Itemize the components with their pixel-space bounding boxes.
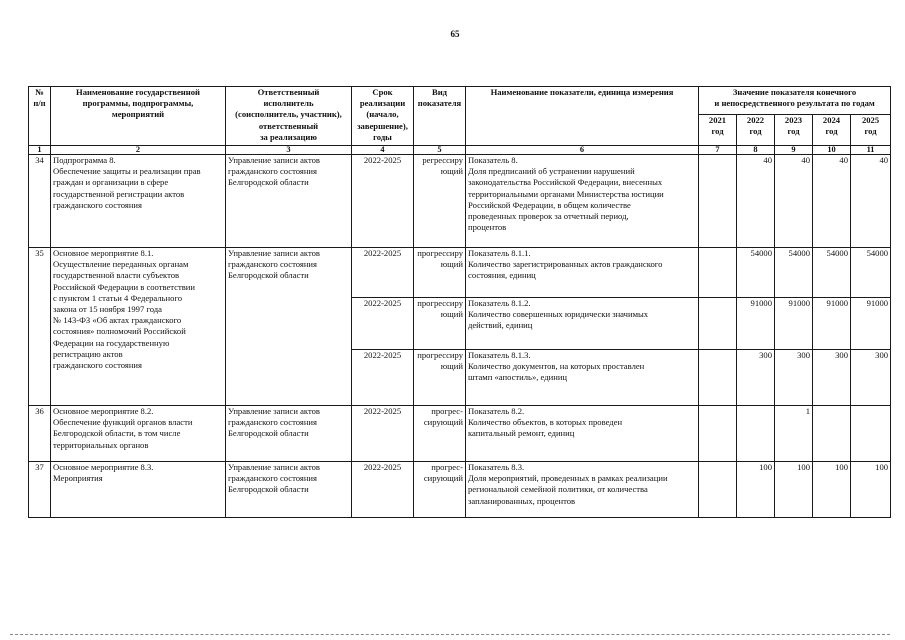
value-cell: 100 (851, 462, 891, 518)
row-period: 2022-2025 (352, 155, 414, 248)
text-line: сирующий (423, 473, 463, 484)
text-line: территориальных органов (53, 439, 149, 450)
year-word: год (749, 126, 762, 137)
text-line: Российской Федерации в соответствии (53, 281, 195, 292)
row-indicator (466, 298, 699, 350)
row-indicator-type (414, 406, 466, 462)
row-program-name (51, 462, 226, 518)
header-values (699, 87, 891, 115)
header-executor (226, 87, 352, 146)
value-cell: 40 (737, 155, 775, 248)
value-cell (699, 462, 737, 518)
text-line: Белгородской области, в том числе (53, 428, 181, 439)
text-line: Показатель 8.1.3. (468, 350, 531, 360)
table-row (29, 462, 891, 518)
text-line: Показатель 8. (468, 155, 518, 165)
value-cell: 40 (775, 155, 813, 248)
text-line: Вид (431, 87, 448, 97)
value-cell: 40 (813, 155, 851, 248)
text-line: гражданского состояния (228, 417, 317, 428)
value-cell (699, 406, 737, 462)
header-indicator-name (466, 87, 699, 146)
column-number: 4 (352, 146, 414, 155)
row-number: 35 (29, 248, 51, 406)
row-executor (226, 462, 352, 518)
year-label: 2025 (861, 115, 880, 125)
column-number: 11 (851, 146, 891, 155)
row-indicator (466, 462, 699, 518)
text-line: Количество объектов, в которых проведен (468, 417, 623, 428)
text-line: Основное мероприятие 8.1. (53, 248, 154, 258)
text-line: сирующий (423, 417, 463, 428)
value-cell: 100 (775, 462, 813, 518)
row-indicator-type (414, 462, 466, 518)
text-line: Доля предписаний об устранении нарушений (468, 166, 635, 177)
text-line: годы (373, 131, 392, 142)
row-indicator-type (414, 350, 466, 406)
value-cell (851, 406, 891, 462)
header-num (29, 87, 51, 146)
text-line: Ответственный (257, 87, 320, 97)
page-bottom-edge (10, 634, 890, 636)
year-word: год (787, 126, 800, 137)
text-line: прогрес- (431, 406, 463, 416)
row-executor (226, 406, 352, 462)
row-indicator (466, 350, 699, 406)
row-period: 2022-2025 (352, 462, 414, 518)
table-row (29, 406, 891, 462)
text-line: состояния, единиц (468, 270, 536, 281)
value-cell (699, 155, 737, 248)
table-row (29, 248, 891, 298)
text-line: регистрацию актов (53, 348, 123, 359)
text-line: (соисполнитель, участник), (235, 109, 342, 120)
text-line: Российской Федерации, в общем количестве (468, 199, 631, 210)
text-line: региональной семейной политики, от количества (468, 484, 648, 495)
text-line: ответственный (258, 120, 319, 131)
header-year (851, 115, 891, 146)
value-cell (699, 350, 737, 406)
text-line: закона от 15 ноября 1997 года (53, 304, 162, 315)
text-line: Белгородской области (228, 484, 309, 495)
value-cell (813, 406, 851, 462)
text-line: граждан и организации в сфере (53, 177, 169, 188)
row-number: 34 (29, 155, 51, 248)
column-numbers-row (29, 146, 891, 155)
text-line: Управление записи актов (228, 406, 320, 416)
table-row (29, 155, 891, 248)
year-label: 2021 (708, 115, 727, 125)
text-line: Федерации на государственную (53, 337, 170, 348)
text-line: капитальный ремонт, единиц (468, 428, 575, 439)
year-word: год (864, 126, 877, 137)
year-label: 2023 (784, 115, 803, 125)
text-line: Белгородской области (228, 177, 309, 188)
text-line: завершение), (357, 120, 408, 131)
text-line: Обеспечение защиты и реализации прав (53, 166, 201, 177)
row-executor (226, 248, 352, 406)
text-line: гражданского состояния (228, 473, 317, 484)
text-line: ющий (440, 309, 463, 320)
row-program-name (51, 248, 226, 406)
text-line: Управление записи актов (228, 155, 320, 165)
text-line: № 143-ФЗ «Об актах гражданского (53, 315, 182, 326)
text-line: ющий (440, 361, 463, 372)
value-cell (699, 248, 737, 298)
column-number: 1 (29, 146, 51, 155)
text-line: прогрессиру (417, 298, 463, 308)
text-line: Доля мероприятий, проведенных в рамках реализации (468, 473, 668, 484)
row-period: 2022-2025 (352, 248, 414, 298)
row-number: 36 (29, 406, 51, 462)
value-cell: 54000 (775, 248, 813, 298)
column-number: 6 (466, 146, 699, 155)
text-line: состояния» полномочий Российской (53, 326, 186, 337)
text-line: гражданского состояния (53, 199, 142, 210)
text-line: и непосредственного результата по годам (714, 98, 875, 109)
row-indicator (466, 155, 699, 248)
text-line: Осуществление переданных органам (53, 259, 189, 270)
text-line: проведенных проверок за отчетный период, (468, 211, 629, 222)
text-line: Наименование показатели, единица измерения (490, 87, 674, 97)
value-cell: 54000 (737, 248, 775, 298)
header-indicator-type (414, 87, 466, 146)
value-cell (699, 298, 737, 350)
text-line: государственной власти субъектов (53, 270, 180, 281)
value-cell: 300 (737, 350, 775, 406)
row-indicator-type (414, 298, 466, 350)
row-indicator (466, 248, 699, 298)
text-line: прогрессиру (417, 350, 463, 360)
text-line: программы, подпрограммы, (82, 98, 194, 109)
text-line: гражданского состояния (228, 166, 317, 177)
text-line: с пунктом 1 статьи 4 Федерального (53, 292, 183, 303)
value-cell: 300 (813, 350, 851, 406)
value-cell: 100 (813, 462, 851, 518)
text-line: реализации (359, 98, 406, 109)
text-line: Наименование государственной (76, 87, 200, 97)
text-line: Мероприятия (53, 473, 103, 484)
text-line: регрессиру (422, 155, 463, 165)
column-number: 5 (414, 146, 466, 155)
value-cell: 91000 (775, 298, 813, 350)
text-line: Значение показателя конечного (732, 87, 857, 97)
header-row (29, 87, 891, 115)
text-line: Показатель 8.1.1. (468, 248, 531, 258)
text-line: запланированных, процентов (468, 495, 576, 506)
header-year (737, 115, 775, 146)
text-line: Количество зарегистрированных актов гражданского (468, 259, 663, 270)
year-word: год (711, 126, 724, 137)
header-year (775, 115, 813, 146)
value-cell: 100 (737, 462, 775, 518)
row-indicator (466, 406, 699, 462)
value-cell: 1 (775, 406, 813, 462)
value-cell: 300 (851, 350, 891, 406)
value-cell: 300 (775, 350, 813, 406)
row-executor (226, 155, 352, 248)
text-line: № (35, 87, 44, 97)
text-line: п/п (33, 98, 46, 109)
row-indicator-type (414, 248, 466, 298)
column-number: 2 (51, 146, 226, 155)
text-line: Управление записи актов (228, 248, 320, 258)
value-cell: 54000 (813, 248, 851, 298)
year-word: год (825, 126, 838, 137)
value-cell: 54000 (851, 248, 891, 298)
text-line: Управление записи актов (228, 462, 320, 472)
row-program-name (51, 406, 226, 462)
text-line: штамп «апостиль», единиц (468, 372, 568, 383)
year-label: 2022 (746, 115, 765, 125)
text-line: Белгородской области (228, 270, 309, 281)
text-line: законодательства Российской Федерации, внесенных (468, 177, 663, 188)
text-line: ющий (440, 259, 463, 270)
text-line: ющий (440, 166, 463, 177)
value-cell: 91000 (737, 298, 775, 350)
row-period: 2022-2025 (352, 298, 414, 350)
text-line: Основное мероприятие 8.3. (53, 462, 154, 472)
text-line: Основное мероприятие 8.2. (53, 406, 154, 416)
year-label: 2024 (822, 115, 841, 125)
column-number: 10 (813, 146, 851, 155)
header-program-name (51, 87, 226, 146)
text-line: Показатель 8.1.2. (468, 298, 531, 308)
row-number: 37 (29, 462, 51, 518)
row-program-name (51, 155, 226, 248)
text-line: Количество документов, на которых проставлен (468, 361, 645, 372)
text-line: гражданского состояния (53, 360, 142, 371)
text-line: территориальными органами Министерства юстиции (468, 188, 664, 199)
text-line: прогрес- (431, 462, 463, 472)
column-number: 3 (226, 146, 352, 155)
text-line: Показатель 8.3. (468, 462, 525, 472)
text-line: прогрессиру (417, 248, 463, 258)
column-number: 9 (775, 146, 813, 155)
text-line: (начало, (366, 109, 399, 120)
value-cell: 91000 (851, 298, 891, 350)
text-line: процентов (468, 222, 507, 233)
text-line: показателя (417, 98, 462, 109)
text-line: Показатель 8.2. (468, 406, 525, 416)
text-line: гражданского состояния (228, 259, 317, 270)
header-year (813, 115, 851, 146)
text-line: Подпрограмма 8. (53, 155, 116, 165)
row-period: 2022-2025 (352, 350, 414, 406)
text-line: Обеспечение функций органов власти (53, 417, 193, 428)
text-line: действий, единиц (468, 320, 533, 331)
row-period: 2022-2025 (352, 406, 414, 462)
value-cell: 91000 (813, 298, 851, 350)
indicators-table (28, 86, 891, 518)
text-line: исполнитель (263, 98, 314, 109)
text-line: мероприятий (111, 109, 165, 120)
value-cell: 40 (851, 155, 891, 248)
value-cell (737, 406, 775, 462)
header-period (352, 87, 414, 146)
page-number: 65 (450, 29, 460, 39)
row-indicator-type (414, 155, 466, 248)
text-line: государственной регистрации актов (53, 188, 185, 199)
column-number: 7 (699, 146, 737, 155)
text-line: Количество совершенных юридически значимых (468, 309, 649, 320)
text-line: Срок (372, 87, 393, 97)
column-number: 8 (737, 146, 775, 155)
text-line: Белгородской области (228, 428, 309, 439)
text-line: за реализацию (260, 131, 317, 142)
header-year (699, 115, 737, 146)
